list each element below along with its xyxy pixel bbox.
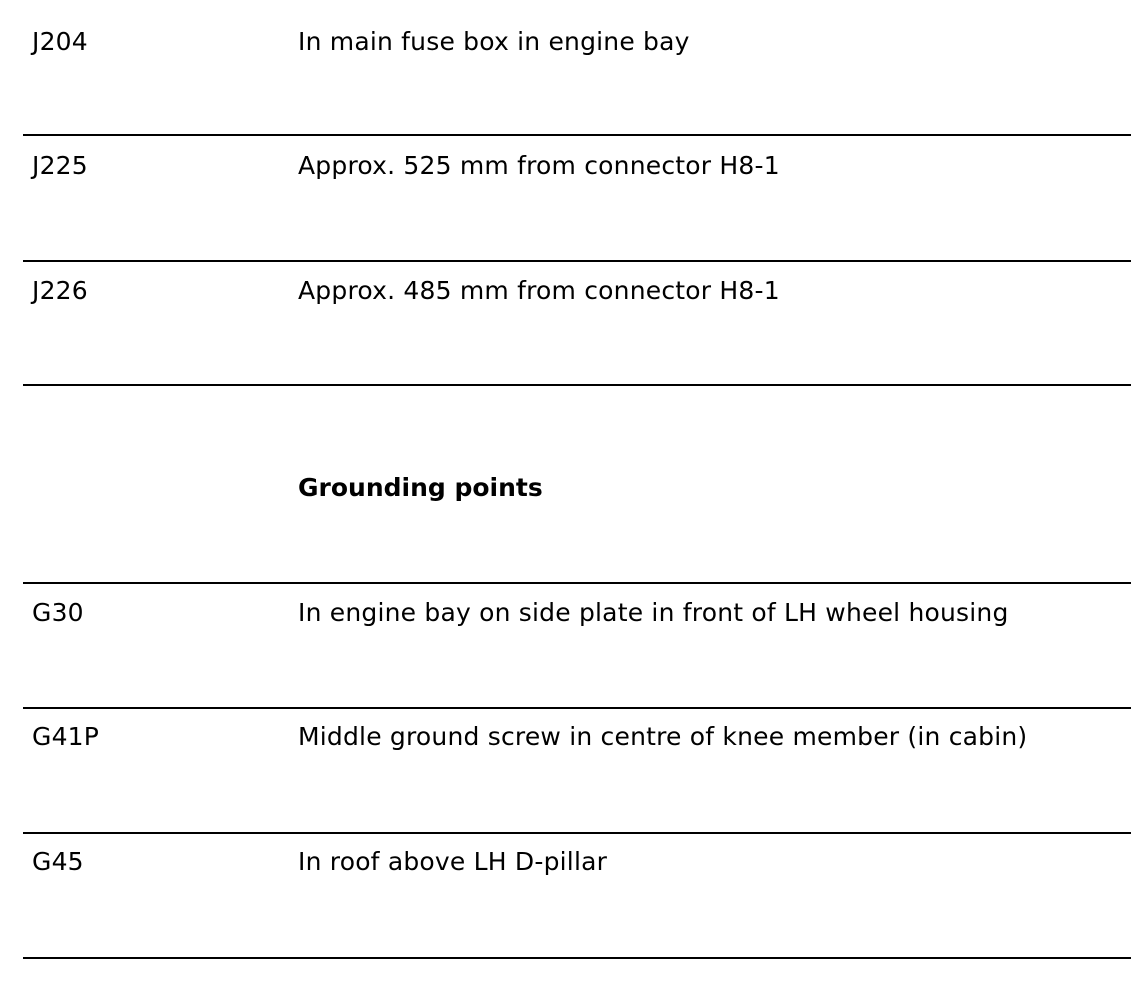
row-divider: [23, 384, 1131, 386]
row-divider: [23, 582, 1131, 584]
row-location-j225: Approx. 525 mm from connector H8-1: [298, 151, 780, 180]
row-divider: [23, 134, 1131, 136]
row-divider: [23, 832, 1131, 834]
row-code-j225: J225: [32, 151, 88, 180]
row-code-j226: J226: [32, 276, 88, 305]
row-divider: [23, 957, 1131, 959]
row-location-g45: In roof above LH D-pillar: [298, 847, 608, 876]
row-location-g41p: Middle ground screw in centre of knee member (in cabin): [298, 722, 1028, 751]
row-divider: [23, 260, 1131, 262]
row-code-g45: G45: [32, 847, 84, 876]
row-code-j204: J204: [32, 27, 88, 56]
row-code-g41p: G41P: [32, 722, 100, 751]
section-heading-grounding-points: Grounding points: [298, 473, 543, 502]
row-divider: [23, 707, 1131, 709]
row-location-g30: In engine bay on side plate in front of LH wheel housing: [298, 598, 1009, 627]
row-location-j226: Approx. 485 mm from connector H8-1: [298, 276, 780, 305]
row-code-g30: G30: [32, 598, 84, 627]
row-location-j204: In main fuse box in engine bay: [298, 27, 690, 56]
